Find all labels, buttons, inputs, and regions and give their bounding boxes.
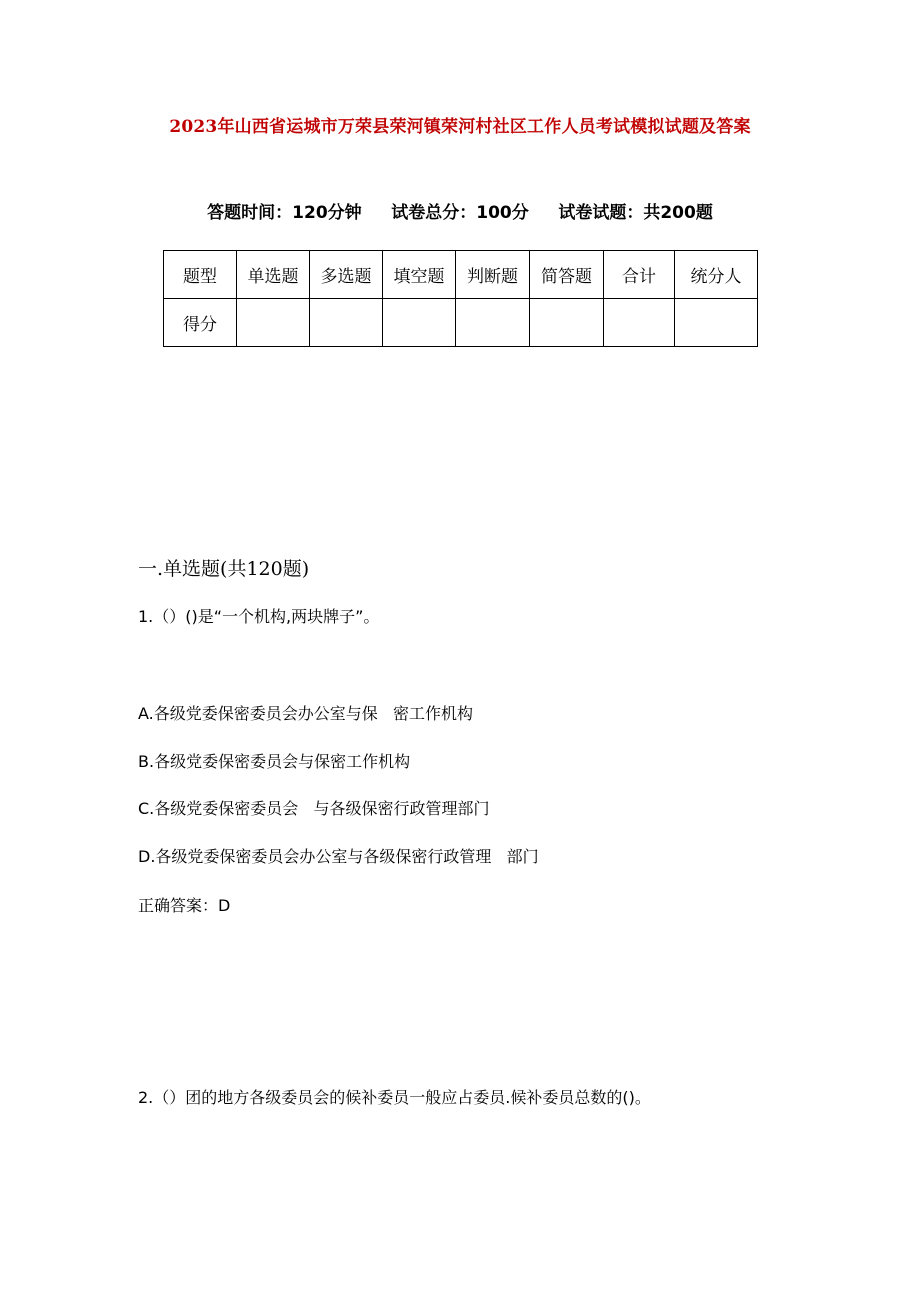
exam-info: 答题时间：120分钟 试卷总分：100分 试卷试题：共200题 — [207, 203, 713, 223]
header-cell-type: 题型 — [164, 251, 237, 299]
score-cell — [310, 299, 383, 347]
header-cell-multi-choice: 多选题 — [310, 251, 383, 299]
question-1-option-b: B.各级党委保密委员会与保密工作机构 — [138, 752, 411, 771]
question-1-option-a: A.各级党委保密委员会办公室与保 密工作机构 — [138, 704, 474, 723]
header-cell-true-false: 判断题 — [456, 251, 530, 299]
score-cell — [675, 299, 758, 347]
score-table-header-row — [164, 251, 758, 299]
question-1-option-d: D.各级党委保密委员会办公室与各级保密行政管理 部门 — [138, 847, 539, 866]
question-1-stem: 1.（）()是“一个机构,两块牌子”。 — [138, 607, 380, 626]
header-cell-short-answer: 简答题 — [530, 251, 604, 299]
document-title: 2023年山西省运城市万荣县荣河镇荣河村社区工作人员考试模拟试题及答案 — [169, 117, 751, 137]
score-cell — [604, 299, 675, 347]
section-heading: 一.单选题(共120题) — [138, 558, 310, 580]
row-label-score: 得分 — [164, 299, 237, 347]
score-cell — [530, 299, 604, 347]
question-1-answer: 正确答案：D — [138, 896, 231, 915]
score-table — [163, 250, 758, 347]
header-cell-scorer: 统分人 — [675, 251, 758, 299]
header-cell-fill-blank: 填空题 — [383, 251, 456, 299]
score-table-score-row — [164, 299, 758, 347]
score-cell — [237, 299, 310, 347]
score-cell — [383, 299, 456, 347]
header-cell-total: 合计 — [604, 251, 675, 299]
score-cell — [456, 299, 530, 347]
header-cell-single-choice: 单选题 — [237, 251, 310, 299]
question-2-stem: 2.（）团的地方各级委员会的候补委员一般应占委员.候补委员总数的()。 — [138, 1088, 651, 1107]
question-1-option-c: C.各级党委保密委员会 与各级保密行政管理部门 — [138, 799, 490, 818]
